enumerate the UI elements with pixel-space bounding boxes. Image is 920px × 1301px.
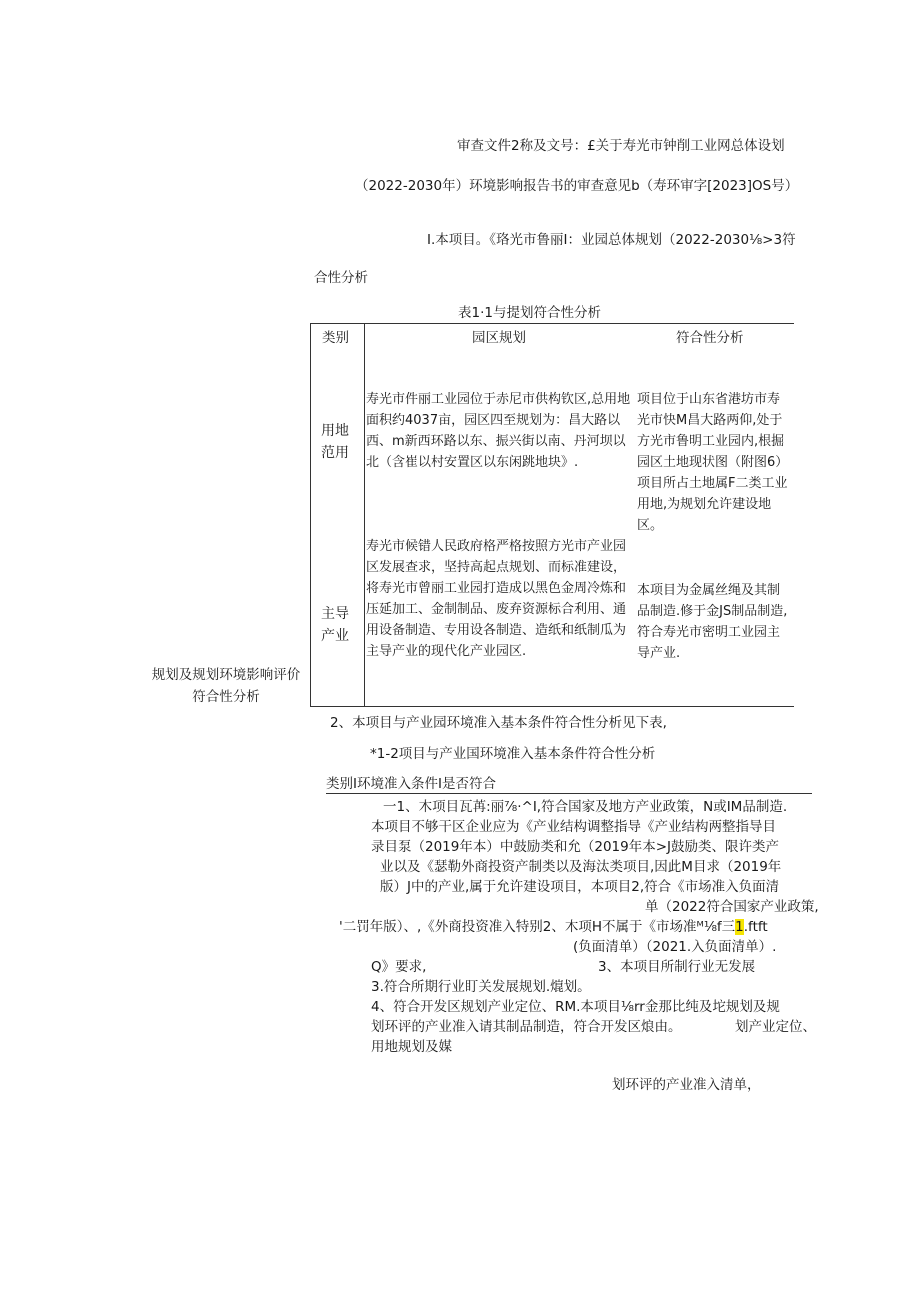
intro-line-1: 审查文件2称及文号：£关于寿光市钟削工业网总体设划	[457, 138, 785, 154]
table1-row1-analysis: 项目位于山东省港坊市寿光市快M昌大路两仰,处于方光市鲁明工业园内,根掘园区土地现状图（附图6）项目所占土地属F二类工业用地,为规划允许建设地区。	[637, 392, 789, 533]
body-line-6: 单（2022符合国家产业政策,	[645, 899, 819, 915]
body-line-3: 录目泵（2019年本）中鼓励类和允（2019年本>J鼓励类、限许类产	[371, 839, 780, 855]
body-line-2: 本项目不够干区企业应为《产业结构调整指导《产业结构两整指导目	[371, 819, 776, 835]
market-line	[339, 917, 768, 937]
last-line: 划环评的产业准入清单，	[612, 1077, 761, 1093]
paragraph-2: 2、本项目与产业园环境准入基本条件符合性分析见下表,	[330, 715, 667, 731]
negative-list-line: (负面清单）（2021.入负面清单）.	[573, 939, 777, 955]
table1-header-category: 类别	[322, 330, 349, 346]
body-line-4: 业以及《瑟勒外商投资产制类以及海汰类项目,因此M目求（2019年	[380, 859, 782, 875]
item-4-line-c: 用地规划及媒	[371, 1039, 452, 1055]
table1-row2-plan: 寿光市候错人民政府格严格按照方光市产业园区发展查求，坚持高起点规划、而标准建设，将寿光市曾丽工业园打造成以黑色金周冷炼和压延加工、金制制品、废弃资源标合利用、通用设备制造、专用设各制造、造纸和纸制瓜为主导产业的现代化产业园区.	[366, 539, 627, 659]
item-4-line-b-right: 划产业定位、	[735, 1019, 816, 1035]
market-line-pre: '二罚年版）、,《外商投资准入特别2、木项H不属于《市场准ᴹ⅛f三	[339, 919, 736, 935]
table1-column-divider	[364, 323, 365, 706]
table2-header: 类别I环境准入条件I是否符合	[326, 776, 496, 792]
intro-line-3: I.本项目。《珞光市鲁丽I：业园总体规划（2022-2030⅛>3符	[427, 232, 796, 248]
intro-line-4: 合性分析	[314, 270, 368, 286]
market-line-post: .ftft	[743, 919, 768, 935]
table1-row2-analysis: 本项目为金属丝绳及其制品制造.修于金JS制品制造,符合寿光市密明工业园主导产业.	[637, 583, 788, 661]
table1-caption: 表1·1与提划符合性分析	[458, 305, 601, 321]
table1-top-border	[310, 323, 794, 324]
table1-bottom-border	[310, 706, 794, 707]
requirement-line-right: 3、本项目所制行业无发展	[598, 959, 756, 975]
side-label: 规划及规划环境影响评价 符合性分析	[151, 667, 301, 705]
table1-header-plan: 园区规划	[472, 330, 526, 346]
table1-header-analysis: 符合性分析	[676, 330, 744, 346]
item-4-line-b-left: 划环评的产业准入请其制品制造，符合开发区烺由。	[371, 1019, 682, 1035]
intro-line-2: （2022-2030年）环境影响报告书的审查意见b（寿环审字[2023]OS号）	[355, 178, 799, 194]
table1-left-border	[310, 323, 311, 706]
item-3-line: 3.符合所期行业盯关发展规划.熴划。	[371, 979, 591, 995]
body-line-5: 版）J中的产业,属于允许建设项目，本项目2,符合《市场准入负面清	[380, 879, 780, 895]
body-line-1: 一1、木项目瓦苒:丽⅞·^I,符合国家及地方产业政策，N或IM品制造.	[383, 799, 788, 815]
requirement-line-left: Q》要求,	[371, 959, 427, 975]
table1-row2-category: 主导 产业	[321, 606, 349, 644]
highlight-mark: 1	[735, 919, 744, 935]
table1-row1-plan: 寿光市件丽工业园位于赤尼市供构钦区,总用地面积约4037亩，园区四至规划为：昌大路以西、m新西环路以东、振兴街以南、丹河坝以北（含崔以村安置区以东闲跳地块》.	[366, 392, 631, 470]
item-4-line-a: 4、符合开发区规划产业定位、RM.本项目⅛rr金那比纯及坨规划及规	[371, 999, 780, 1015]
table1-row1-category: 用地 范用	[321, 423, 349, 461]
table2-top-border	[326, 793, 812, 794]
table2-caption: *1-2项目与产业国环境准入基本条件符合性分析	[370, 746, 656, 762]
